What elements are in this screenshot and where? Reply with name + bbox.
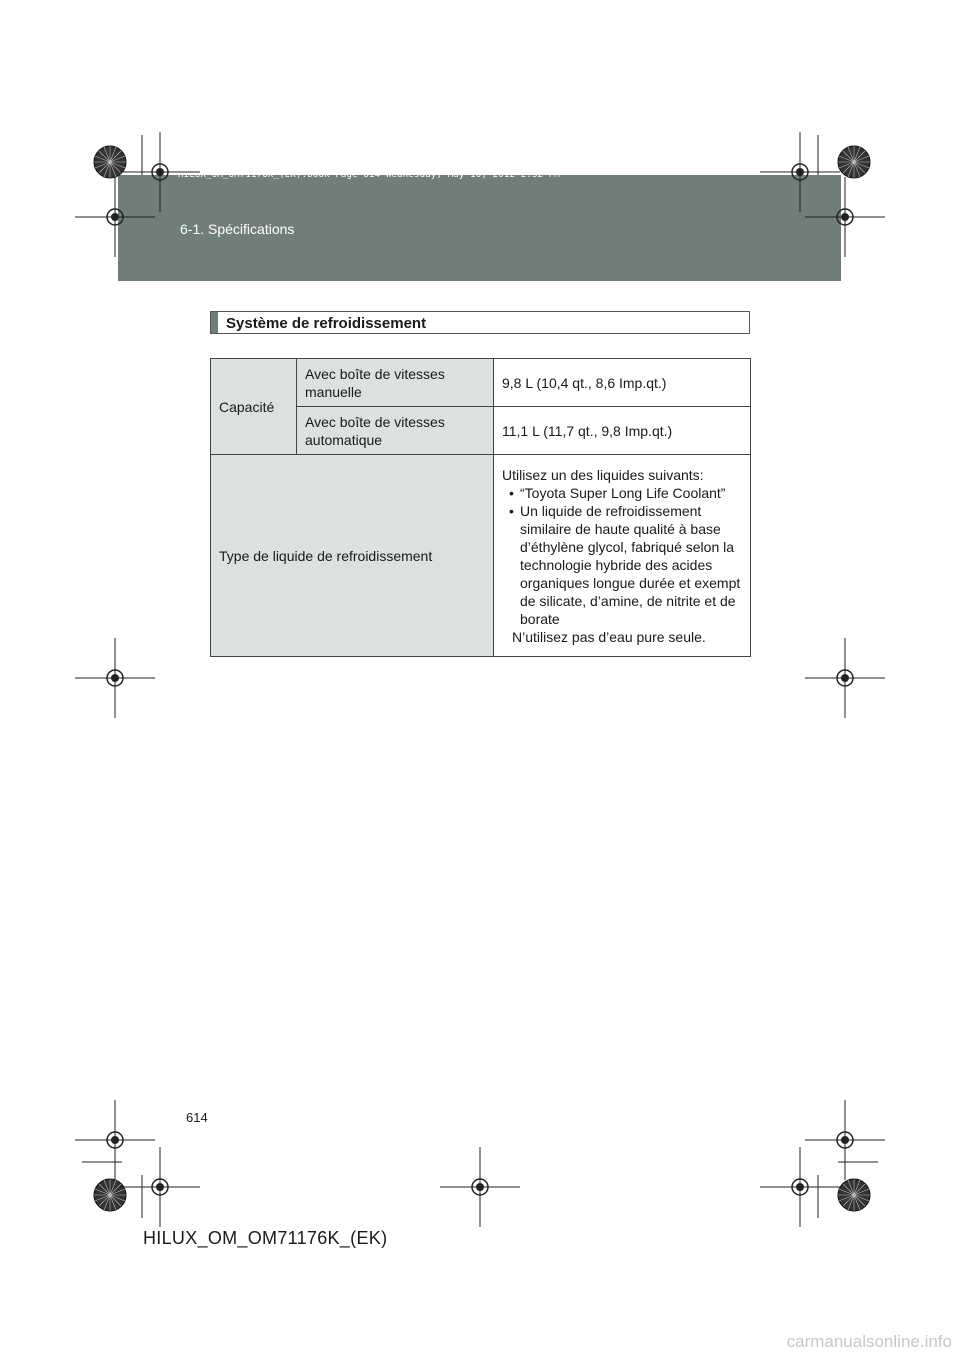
coolant-intro: Utilisez un des liquides suivants: [502, 466, 704, 483]
section-title-bar [210, 311, 750, 334]
coolant-list [502, 484, 746, 628]
section-label: 6-1. Spécifications [180, 221, 295, 237]
table-row [211, 455, 751, 657]
coolant-note: N’utilisez pas d’eau pure seule. [512, 628, 706, 645]
title-accent [211, 312, 218, 333]
page-number: 614 [186, 1110, 208, 1125]
watermark: carmanualsonline.info [786, 1332, 952, 1351]
footer-code: HILUX_OM_OM71176K_(EK) [143, 1228, 388, 1248]
coolant-spec [494, 455, 751, 657]
auto-value: 11,1 L (11,7 qt., 9,8 Imp.qt.) [494, 407, 751, 455]
list-item: • “Toyota Super Long Life Coolant” [502, 484, 746, 502]
table-row [211, 359, 751, 407]
spec-table [210, 358, 751, 657]
auto-label: Avec boîte de vitesses automatique [297, 407, 494, 455]
capacity-label: Capacité [211, 359, 297, 455]
coolant-label: Type de liquide de refroidissement [211, 455, 494, 657]
section-title: Système de refroidissement [226, 315, 427, 332]
file-stamp: HILUX_OM_OM71176K_(EK).book Page 614 Wednesday, May 16, 2012 2:32 PM [178, 170, 561, 180]
manual-value: 9,8 L (10,4 qt., 8,6 Imp.qt.) [494, 359, 751, 407]
list-item: • Un liquide de refroidissement similaire de haute qualité à base d’éthylène glycol, fabriqué selon la technologie hybride des acides organiques longue durée et exempt de silicate, d’amine, de nitrite et de borate [502, 502, 746, 628]
manual-label: Avec boîte de vitesses manuelle [297, 359, 494, 407]
